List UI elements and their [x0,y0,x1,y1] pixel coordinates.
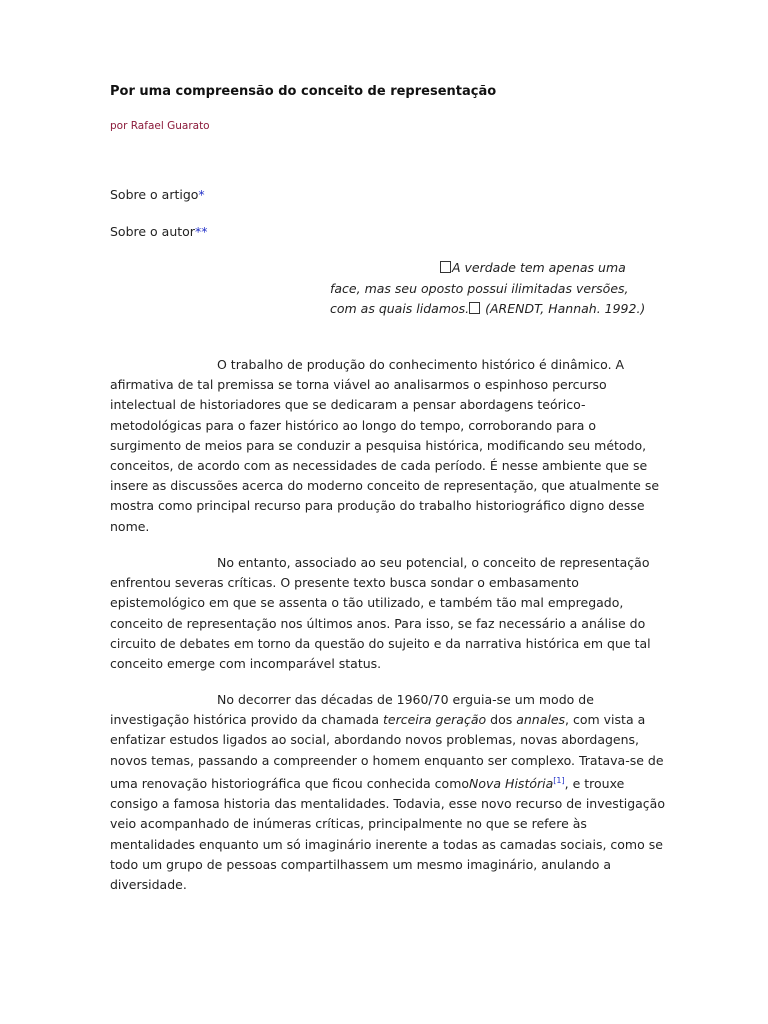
close-quote-glyph-icon [469,302,480,314]
paragraph-3-text-d: , e trouxe consigo a famosa historia das mentalidades. Todavia, esse novo recurso de investigação veio acompanhado de inúmeras críticas, principalmente no que se refere às mentalidades enquanto um só imaginário inerente a todas as camadas sociais, como se todo um grupo de pessoas compartilhassem um mesmo imaginário, anulando a diversidade. [110,775,665,892]
about-author-line [110,224,207,239]
footnote-link[interactable]: [1] [553,775,565,785]
paragraph-3-text-b: dos [486,712,517,728]
paragraph-1-text: O trabalho de produção do conhecimento histórico é dinâmico. A afirmativa de tal premissa se torna viável ao analisarmos o espinhoso percurso intelectual de historiadores que se dedicaram a pensar abordagens teórico-metodológicas para o fazer histórico ao longo do tempo, corroborando para o surgimento de meios para se conduzir a pesquisa histórica, modificando seu método, conceitos, de acordo com as necessidades de cada período. É nesse ambiente que se insere as discussões acerca do moderno conceito de representação, que atualmente se mostra como principal recurso para produção do trabalho historiográfico digno desse nome. [110,357,660,534]
term-annales: annales [516,712,566,728]
term-nova-historia: Nova História [469,775,554,791]
paragraph-3-text-c: , com vista a enfatizar estudos ligados ao social, abordando novos problemas, novas abordagens, novos temas, passando a compreender o homem enquanto ser complexo. Tratava-se de uma renovação historiográfica que ficou conhecida como [110,712,664,791]
epigraph-quote: A verdade tem apenas uma face, mas seu oposto possui ilimitadas versões, com as quais lidamos. [330,260,629,316]
about-article-label: Sobre o artigo [110,187,199,202]
epigraph [330,258,648,320]
open-quote-glyph-icon [440,261,451,273]
about-author-link[interactable]: ** [194,224,208,239]
about-article-line [110,187,205,202]
term-terceira-geracao: terceira geração [383,712,487,728]
paragraph-2 [110,553,666,674]
paragraph-2-text: No entanto, associado ao seu potencial, o conceito de representação enfrentou severas críticas. O presente texto busca sondar o embasamento epistemológico em que se assenta o tão utilizado, e também tão mal empregado, conceito de representação nos últimos anos. Para isso, se faz necessário a análise do circuito de debates em torno da questão do sujeito e da narrativa histórica em que tal conceito emerge com incomparável status. [110,555,651,672]
paragraph-3 [110,690,666,895]
epigraph-citation: (ARENDT, Hannah. 1992.) [481,301,646,316]
paragraph-1 [110,355,666,537]
article-title: Por uma compreensão do conceito de representação [110,84,497,99]
article-byline: por Rafael Guarato [110,120,210,132]
about-article-link[interactable]: * [198,187,205,202]
about-author-label: Sobre o autor [110,224,195,239]
paragraph-3-text-a: No decorrer das décadas de 1960/70 erguia-se um modo de investigação histórica provido da chamada [110,692,594,728]
